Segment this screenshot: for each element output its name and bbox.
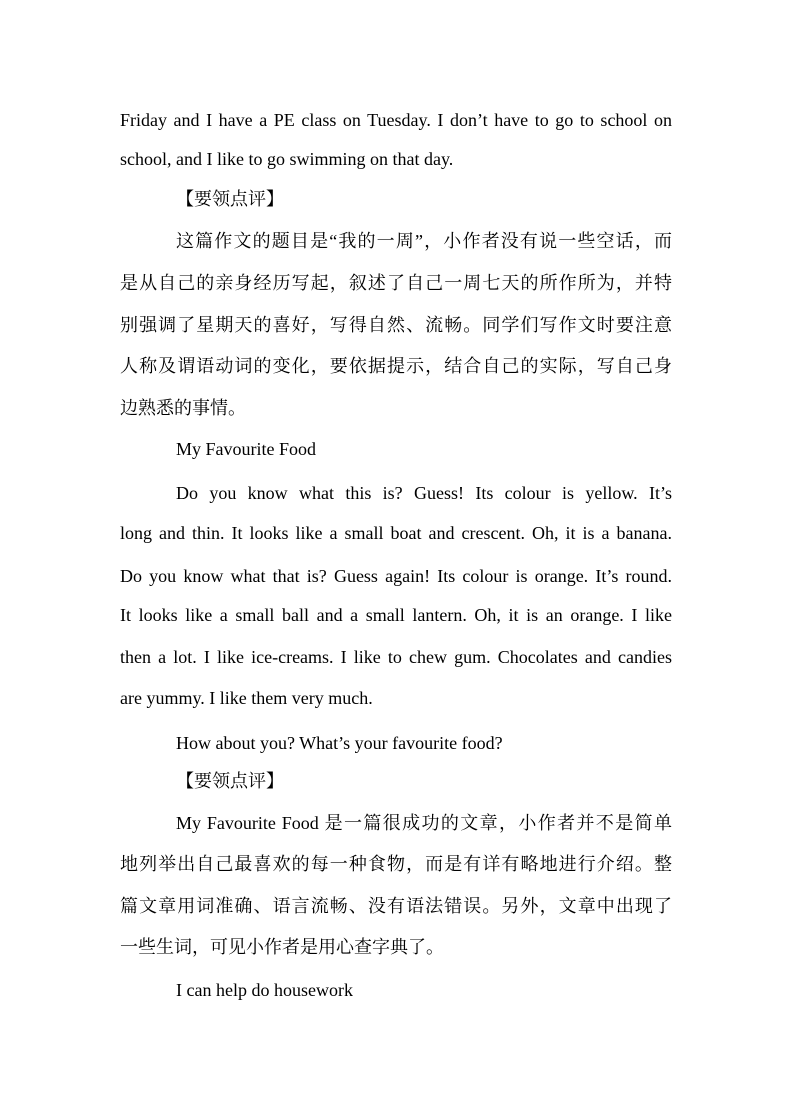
section-heading-comment: 【要领点评】 (176, 189, 284, 209)
essay-title: My Favourite Food (176, 439, 317, 459)
paragraph-line: 这篇作文的题目是“我的一周”，小作者没有说一些空话，而 (176, 231, 672, 251)
paragraph-line: 地列举出自己最喜欢的每一种食物，而是有详有略地进行介绍。整 (120, 854, 672, 874)
paragraph-line: Friday and I have a PE class on Tuesday. I don’t have to go to school on (120, 110, 672, 130)
paragraph-line: My Favourite Food 是一篇很成功的文章，小作者并不是简单 (176, 813, 672, 833)
paragraph-line: then a lot. I like ice-creams. I like to chew gum. Chocolates and candies (120, 647, 672, 667)
paragraph-line: 篇文章用词准确、语言流畅、没有语法错误。另外，文章中出现了 (120, 896, 672, 916)
paragraph-line: 别强调了星期天的喜好，写得自然、流畅。同学们写作文时要注意 (120, 315, 672, 335)
paragraph-line: 是从自己的亲身经历写起，叙述了自己一周七天的所作所为，并特 (120, 273, 672, 293)
paragraph-line: Do you know what this is? Guess! Its colour is yellow. It’s (176, 483, 672, 503)
paragraph-line: 边熟悉的事情。 (120, 398, 246, 418)
paragraph-line: 人称及谓语动词的变化，要依据提示，结合自己的实际，写自己身 (120, 356, 672, 376)
essay-title: I can help do housework (176, 980, 353, 1000)
paragraph-line: are yummy. I like them very much. (120, 688, 373, 708)
paragraph-line: It looks like a small ball and a small lantern. Oh, it is an orange. I like (120, 605, 672, 625)
paragraph-line: long and thin. It looks like a small boat and crescent. Oh, it is a banana. (120, 523, 672, 543)
paragraph-line: 一些生词，可见小作者是用心查字典了。 (120, 937, 444, 957)
paragraph-line: school, and I like to go swimming on that day. (120, 149, 454, 169)
paragraph-line: How about you? What’s your favourite food? (176, 733, 503, 753)
section-heading-comment: 【要领点评】 (176, 771, 284, 791)
paragraph-line: Do you know what that is? Guess again! Its colour is orange. It’s round. (120, 566, 672, 586)
